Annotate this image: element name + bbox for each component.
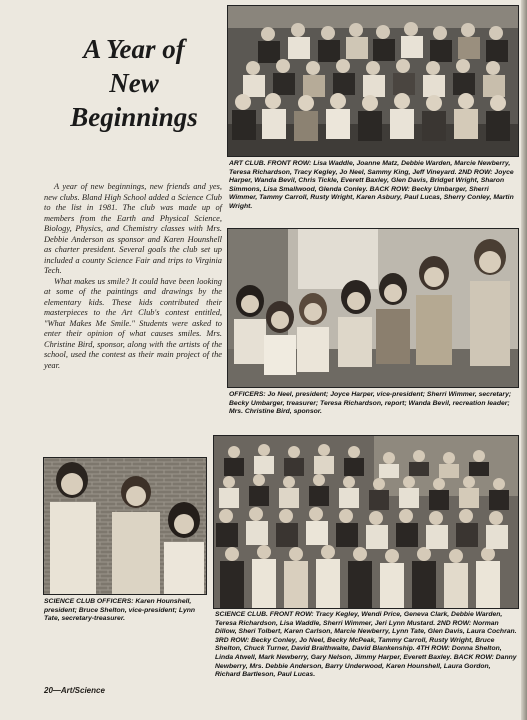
art-club-photo-figures bbox=[228, 6, 518, 156]
officers-photo-figures bbox=[228, 229, 518, 387]
science-club-photo-figures bbox=[214, 436, 518, 608]
art-club-caption: ART CLUB. FRONT ROW: Lisa Waddle, Joanne Matz, Debbie Warden, Marcie Newberry, Teresa Richardson, Tracy Kegley, Jo Neel, Sammy King, Jeff Vineyard. 2ND ROW: Joyce Harper, Wanda Bevil, Chris Tickle, Everett Baxley, Glen Davis, Bridget Wright, Sharon Simmons, Lisa Smallwood, Glenda Conley. BACK ROW: Becky Umbarger, Sherri Wimmer, Tammy Carroll, Rusty Wright, Karen Asbury, Paul Lucas, Sherry Conley, Martin Wright. bbox=[229, 160, 514, 210]
science-officers-photo bbox=[43, 457, 207, 595]
body-text bbox=[44, 182, 222, 371]
science-officers-photo-figures bbox=[44, 458, 206, 594]
officers-caption: OFFICERS: Jo Neel, president; Joyce Harper, vice-president; Sherri Wimmer, secretary; Becky Umbarger, treasurer; Teresa Richardson, report; Wanda Bevil, recreation leader; Mrs. Christine Bird, sponsor. bbox=[229, 391, 512, 416]
officers-photo bbox=[227, 228, 519, 388]
science-officers-caption: SCIENCE CLUB OFFICERS: Karen Hounshell, president; Bruce Shelton, vice-president; Lynn Tate, secretary-treasurer. bbox=[44, 598, 196, 623]
page-edge bbox=[521, 0, 527, 720]
body-paragraph-2: What makes us smile? It could have been looking at some of the paintings and drawings by the elementary kids. These kids contributed their masterpieces to the Art Club's contest entitled, "What Makes Me Smile." Students were asked to enter their opinion of what causes smiles. Mrs. Christine Bird, sponsor, along with the artists of the school, used the contest as their main project of the year. bbox=[44, 276, 222, 370]
page-folio: 20—Art/Science bbox=[44, 686, 105, 695]
title-line-2: New bbox=[109, 68, 159, 98]
body-paragraph-1: A year of new beginnings, new friends and yes, new clubs. Bland High School added a Science Club to the list in 1981. The club was made up of members from the Earth and Physical Science, Biology, Physics, and Chemistry classes with Mrs. Debbie Anderson as sponsor and Karen Hounshell as charter president. Several goals the club set up included a county Science Fair and trips to Virginia Tech. bbox=[44, 182, 222, 275]
title-line-3: Beginnings bbox=[70, 102, 198, 132]
art-club-photo bbox=[227, 5, 519, 157]
science-club-caption: SCIENCE CLUB. FRONT ROW: Tracy Kegley, Wendi Price, Geneva Clark, Debbie Warden, Teresa Richardson, Lisa Waddle, Sherri Wimmer, Jeri Lynn Mustard. 2ND ROW: Norman Dillow, Sheri Tolbert, Karen Carlson, Marcie Newberry, Lynn Tate, Glen Davis, Laura Cochran. 3RD ROW: Becky Conley, Jo Neel, Becky McPeak, Tammy Carroll, Rusty Wright, Bruce Shelton, Chuck Turner, David Braithwaite, David Blankenship. 4TH ROW: Donna Shelton, Linda Atwell, Mark Newberry, Gary Nelson, Jimmy Harper, Everett Baxley. BACK ROW: Danny Newberry, Mrs. Debbie Anderson, Barry Underwood, Karen Hounshell, Laura Gordon, Richard Bartleson, Paul Lucas. bbox=[215, 611, 517, 679]
title-line-1: A Year of bbox=[83, 34, 185, 64]
science-club-photo bbox=[213, 435, 519, 609]
page-title bbox=[48, 32, 220, 134]
